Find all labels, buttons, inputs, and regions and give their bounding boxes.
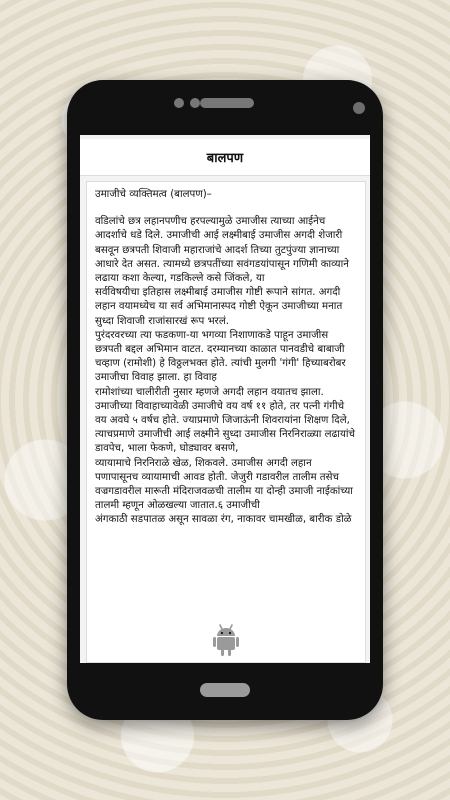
article-paragraph: अंगकाठी सडपातळ असून सावळा रंग, नाकावर चामखीळ, बारीक डोळे [95,514,352,526]
front-camera [353,102,365,114]
earpiece-speaker [200,98,254,108]
phone-frame [67,80,383,720]
sensor-dot [174,98,184,108]
article-paragraph: व्यायामाचे निरनिराळे खेळ, शिकवले. उमाजीस अगदी लहान पणापासूनच व्यायामाची आवड होती. जेजुरी गडावरील तालीम तसेच वज्रगडावरील मारूती मंदिराजवळची तालीम या दोन्ही उमाजी नाईकांच्या तालमी म्हणून ओळखल्या जातात.६ उमाजीची [95,457,353,512]
page-title: बालपण [206,151,244,166]
article-paragraph: सर्वविषयीचा इतिहास लक्ष्मीबाई उमाजीस गोष्टी रूपाने सांगत. अगदी लहान वयामध्येच या सर्व अभिमानास्पद गोष्टी ऐकून उमाजीच्या मनात सुध्दा शिवाजी राजांसारखं रूप भरलं. [95,287,343,327]
android-robot-icon[interactable] [212,623,240,657]
app-title-bar [80,139,370,176]
sensor-dot [190,98,200,108]
article-paragraph: रामोशांच्या चालीरीती नुसार म्हणजे अगदी लहान वयातच झाला. उमाजीच्या विवाहाच्यावेळी उमाजीचे वय वर्ष ११ होते, तर पत्नी गंगीचे वय अवघे ५ वर्षच होते. ज्याप्रमाणे जिजाऊंनी शिवरायांना शिक्षण दिले, त्याचप्रमाणे उमाजीची आई लक्ष्मीने सुध्दा उमाजीस निरनिराळ्या लढायांचे डावपेच, भाला फेकणे, घोड्यावर बसणे, [95,386,355,455]
article-paragraph: वडिलांचे छत्र लहानपणीच हरपल्यामुळे उमाजीस त्याच्या आईनेच आदर्शाचे धडे दिले. उमाजीची आई लक्ष्मीबाई उमाजीस अगदी शेजारी बसवून छत्रपती शिवाजी महाराजांचे आदर्श तिच्या तुटपुंज्या ज्ञानाच्या आधारे देत असत. त्यामध्ये छत्रपतींच्या सवंगडयांपासून गणिमी काव्याने लढाया कशा केल्या, गडकिल्ले कसे जिंकले, या [95,216,349,285]
article-body [87,182,365,534]
article-paragraph: पुरंदरवरच्या त्या फडकणा-या भगव्या निशाणाकडे पाहून उमाजीस छत्रपती बद्दल अभिमान वाटत. दरम्यानच्या काळात पानवडीचे बाबाजी चव्हाण (रामोशी) हे विठ्ठलभक्त होते. त्यांची मुलगी 'गंगी' हिच्याबरोबर उमाजीचा विवाह झाला. हा विवाह [95,329,346,384]
phone-screen [80,135,370,663]
phone-bottom-bezel [67,608,383,720]
article-heading: उमाजीचे व्यक्तिमत्व (बालपण)– [95,189,212,200]
home-button[interactable] [200,683,250,697]
article-card[interactable] [86,181,366,663]
